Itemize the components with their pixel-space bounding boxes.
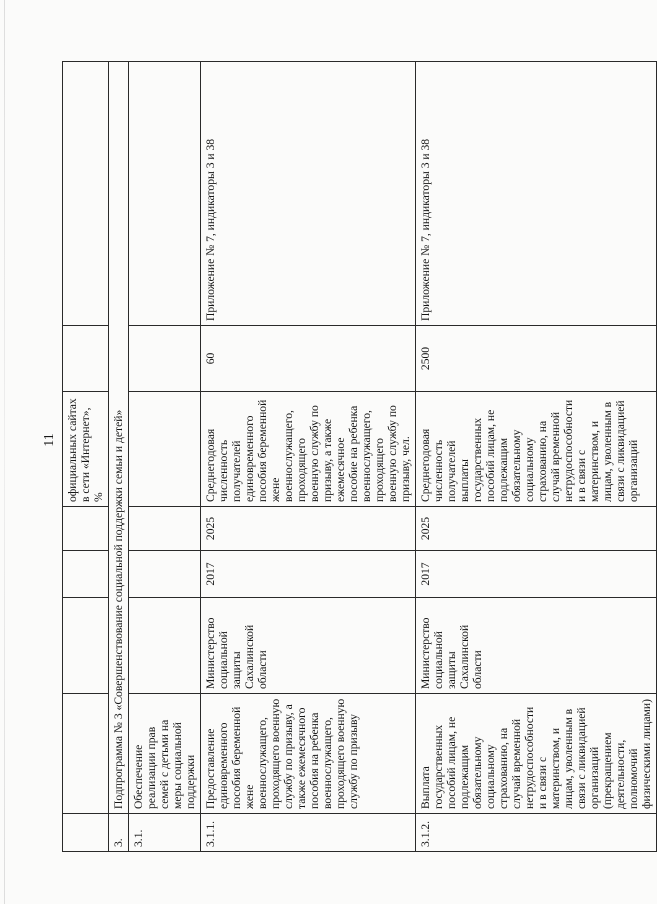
row-start: 2017 [416,551,657,598]
row-indicator [129,392,201,507]
rotated-table-container [62,62,653,852]
scan-edge [4,0,5,904]
cell-name [63,694,109,814]
table-row [201,62,416,852]
row-end: 2025 [416,507,657,551]
program-table [62,61,657,852]
row-end: 2025 [201,507,416,551]
cell-executor [63,598,109,694]
row-link [129,62,201,326]
row-value [129,326,201,392]
cell-indicator: официальных сайтах в сети «Интернет», % [63,392,109,507]
row-num: 3.1. [129,814,201,852]
cell-end [63,507,109,551]
row-indicator: Среднегодовая численность получателей единовременного пособия беременной жене военнослужащего, проходящего военную службу по призыву, а также ежемесячное пособие на ребенка военнослужащего, проходящего военную службу по призыву, чел. [201,392,416,507]
row-start: 2017 [201,551,416,598]
row-name: Обеспечение реализации прав семей с детьми на меры социальной поддержки [129,694,201,814]
page-number: 11 [42,433,57,447]
cell-value [63,326,109,392]
row-executor: Министерство социальной защиты Сахалинской области [201,598,416,694]
row-num: 3.1.1. [201,814,416,852]
cell-num [63,814,109,852]
row-executor [129,598,201,694]
row-start [129,551,201,598]
row-executor: Министерство социальной защиты Сахалинской области [416,598,657,694]
table-row-header-continuation [63,62,109,852]
table-row [416,62,657,852]
row-name: Выплата государственных пособий лицам, не подлежащим обязательному социальному страхованию, на случай временной нетрудоспособности и в связи с материнством, и лицам, уволенным в связи с ликвидацией организаций (прекращением деятельности, полномочий физическими лицами) [416,694,657,814]
cell-start [63,551,109,598]
subprogram-title: Подпрограмма № 3 «Совершенствование социальной поддержки семьи и детей» [109,62,129,814]
row-end [129,507,201,551]
row-num: 3.1.2. [416,814,657,852]
cell-link [63,62,109,326]
table-row [129,62,201,852]
row-link: Приложение № 7, индикаторы 3 и 38 [201,62,416,326]
row-indicator: Среднегодовая численность получателей выплаты государственных пособий лицам, не подлежащим обязательному социальному страхованию, на случай временной нетрудоспособности и в связи с материнством, и лицам, уволенным в связи с ликвидацией организаций [416,392,657,507]
row-link: Приложение № 7, индикаторы 3 и 38 [416,62,657,326]
table-row-subprogram [109,62,129,852]
row-value: 2500 [416,326,657,392]
row-value: 60 [201,326,416,392]
row-name: Предоставление единовременного пособия беременной жене военнослужащего, проходящего военную службу по призыву, а также ежемесячного пособия на ребенка военнослужащего, проходящего военную службу по призыву [201,694,416,814]
subprogram-num: 3. [109,814,129,852]
